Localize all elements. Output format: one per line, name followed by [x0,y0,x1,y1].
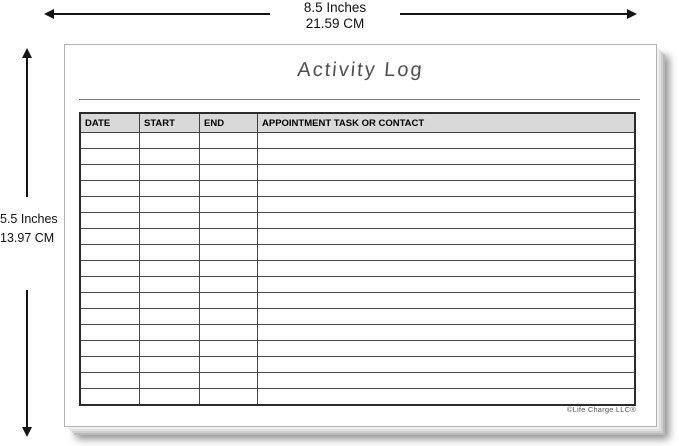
table-cell [258,229,636,245]
table-cell [200,197,258,213]
table-cell [258,133,636,149]
table-row [80,293,635,309]
table-cell [140,181,200,197]
table-cell [80,357,140,373]
table-cell [258,373,636,389]
table-cell [200,149,258,165]
table-row [80,325,635,341]
table-cell [258,309,636,325]
table-header-cell: DATE [80,113,140,133]
table-cell [258,325,636,341]
table-cell [140,325,200,341]
table-cell [80,309,140,325]
table-cell [80,277,140,293]
table-cell [140,293,200,309]
table-cell [80,325,140,341]
table-header [80,113,635,133]
table-cell [200,341,258,357]
table-row [80,389,635,406]
table-cell [140,197,200,213]
table-cell [258,181,636,197]
table-cell [200,245,258,261]
table-cell [140,261,200,277]
arrow-right-icon [627,9,637,19]
table-cell [80,197,140,213]
table-cell [200,181,258,197]
table-row [80,309,635,325]
width-inches-label: 8.5 Inches [303,0,367,15]
table-row [80,341,635,357]
table-row [80,277,635,293]
height-dimension-line-top [26,56,28,197]
table-cell [258,213,636,229]
table-cell [258,277,636,293]
table-row [80,373,635,389]
table-cell [80,229,140,245]
table-cell [140,341,200,357]
table-cell [200,229,258,245]
table-row [80,181,635,197]
table-row [80,357,635,373]
table-cell [140,213,200,229]
table-row [80,133,635,149]
table-row [80,197,635,213]
table-cell [200,261,258,277]
table-cell [80,213,140,229]
table-cell [200,309,258,325]
arrow-down-icon [22,427,32,437]
table-cell [80,181,140,197]
height-dimension-label [0,210,62,248]
table-cell [200,293,258,309]
table-cell [258,341,636,357]
table-cell [258,293,636,309]
table-cell [258,165,636,181]
table-row [80,213,635,229]
table-cell [140,357,200,373]
table-cell [258,261,636,277]
width-cm-label: 21.59 CM [305,16,365,31]
table-row [80,165,635,181]
copyright-text: ©Life Charge LLC® [566,405,636,414]
table-cell [80,261,140,277]
width-dimension-line-right [400,13,628,15]
table-cell [200,389,258,406]
table-cell [140,389,200,406]
height-inches-label: 5.5 Inches [0,212,58,226]
table-cell [258,389,636,406]
table-cell [140,149,200,165]
table-row [80,261,635,277]
notepad-page [64,44,657,427]
table-cell [258,197,636,213]
page-title: Activity Log [296,59,425,81]
table-cell [200,133,258,149]
table-cell [200,325,258,341]
height-cm-label: 13.97 CM [0,231,55,245]
table-cell [80,149,140,165]
table-cell [80,293,140,309]
table-cell [200,165,258,181]
table-header-cell: APPOINTMENT TASK OR CONTACT [258,113,636,133]
height-dimension-line-bottom [26,290,28,428]
table-cell [80,245,140,261]
table-row [80,245,635,261]
table-cell [80,373,140,389]
table-body [80,133,635,406]
table-cell [80,341,140,357]
table-row [80,229,635,245]
activity-log-table [79,112,636,406]
width-dimension-line-left [52,13,270,15]
table-row [80,149,635,165]
table-cell [140,229,200,245]
table-cell [80,165,140,181]
table-cell [140,277,200,293]
table-cell [200,357,258,373]
table-cell [200,373,258,389]
table-header-row [80,113,635,133]
table-cell [258,357,636,373]
table-cell [258,149,636,165]
table-cell [140,245,200,261]
table-cell [80,389,140,406]
table-cell [140,373,200,389]
table-header-cell: END [200,113,258,133]
table-header-cell: START [140,113,200,133]
width-dimension-label [270,0,400,32]
table-cell [140,133,200,149]
table-cell [200,213,258,229]
table-cell [80,133,140,149]
title-divider [79,99,640,100]
table-cell [140,165,200,181]
table-cell [258,245,636,261]
table-cell [200,277,258,293]
table-cell [140,309,200,325]
